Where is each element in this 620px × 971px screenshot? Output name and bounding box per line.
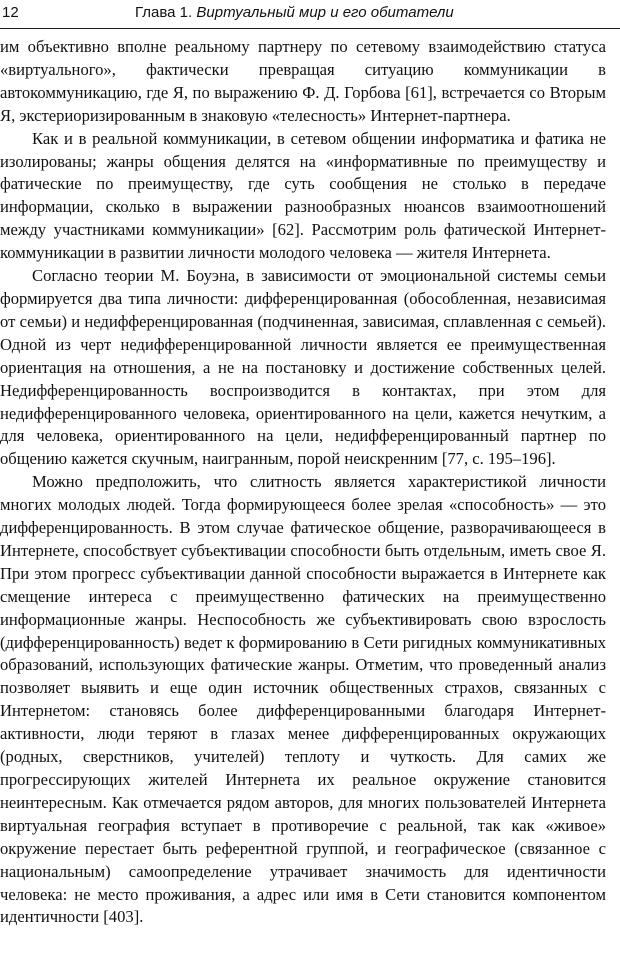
page-number: 12 (2, 4, 19, 21)
chapter-label: Глава 1. (135, 4, 193, 21)
body-text (0, 36, 606, 929)
chapter-title (135, 0, 454, 26)
paragraph-continuation: им объективно вполне реальному партнеру по сетевому взаимодействию статуса «виртуального», фактически превращая ситуацию коммуникации в автокоммуникацию, где Я, по выражению Ф. Д. Горбова [61], встречается со Вторым Я, экстериоризированным в знаковую «телесность» Интернет-партнера. (0, 37, 606, 125)
paragraph: Можно предположить, что слитность является характеристикой личности многих молодых людей. Тогда формирующееся более зрелая «способность» — это дифференцированность. В этом случае фатическое общение, разворачивающееся в Интернете, способствует субъективации способности быть отдельным, иметь свое Я. При этом прогресс субъективации данной способности выражается в Интернете как смещение интереса с преимущественно фатических на преимущественно информационные жанры. Неспособность же субъективировать свою взрослость (дифференцированность) ведет к формированию в Сети ригидных коммуникативных образований, использующих фатические жанры. Отметим, что проведенный анализ позволяет выявить и еще один источник общественных страхов, связанных с Интернетом: становясь более дифференцированными благодаря Интернет-активности, люди теряют в глазах менее дифференцированных окружающих (родных, сверстников, учителей) теплоту и чуткость. Для самих же прогрессирующих жителей Интернета их реальное окружение становится неинтересным. Как отмечается рядом авторов, для многих пользователей Интернета виртуальная география вступает в противоречие с реальной, так как «живое» окружение перестает быть референтной группой, и географическое (связанное с национальным) самоопределение утрачивает значимость для идентичности человека: не место проживания, а адрес или имя в Сети становится компонентом идентичности [403]. (0, 472, 606, 927)
chapter-name: Виртуальный мир и его обитатели (196, 4, 454, 21)
running-head (0, 0, 620, 29)
paragraph: Как и в реальной коммуникации, в сетевом общении информатика и фатика не изолированы; жанры общения делятся на «информативные по преимуществу и фатические по преимуществу, где суть сообщения не столько в передаче информации, сколько в выражении разнообразных нюансов взаимоотношений между участниками коммуникации» [62]. Рассмотрим роль фатической Интернет-коммуникации в развитии личности молодого человека — жителя Интернета. (0, 128, 606, 263)
paragraph: Согласно теории М. Боуэна, в зависимости от эмоциональной системы семьи формируется два типа личности: дифференцированная (обособленная, независимая от семьи) и недифференцированная (подчиненная, зависимая, сплавленная с семьей). Одной из черт недифференцированной личности является ее преимущественная ориентация на отношения, а не на постановку и достижение собственных целей. Недифференцированность воспроизводится в контактах, при этом для недифференцированного человека, ориентированного на цели, кажется нечутким, а для человека, ориентированного на цели, недифференцированный партнер по общению кажется скучным, наигранным, порой неискренним [77, с. 195–196]. (0, 266, 606, 469)
